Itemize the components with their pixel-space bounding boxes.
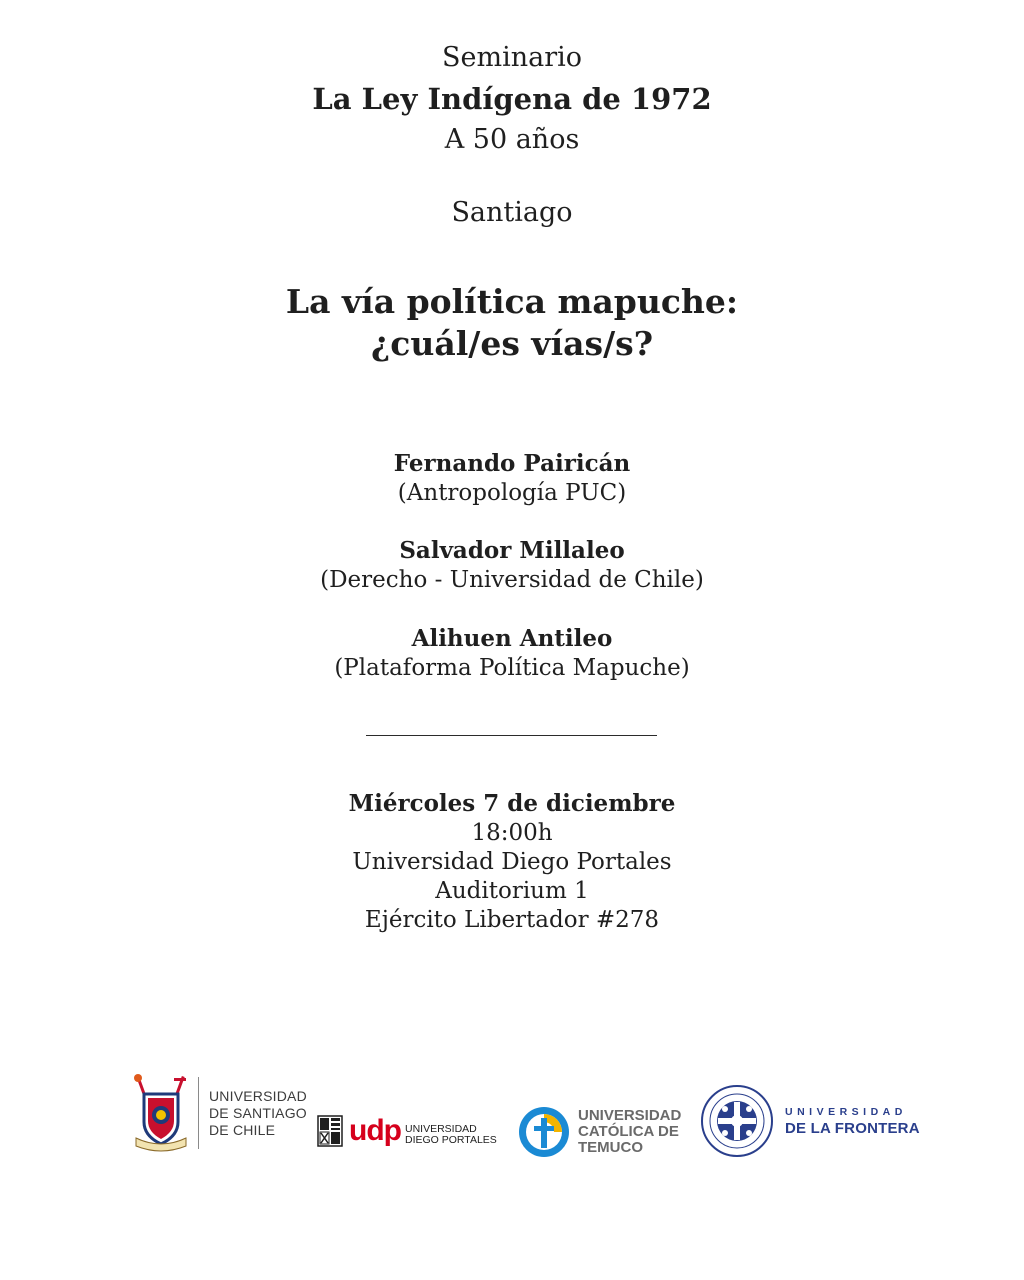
speaker-name: Salvador Millaleo	[399, 537, 625, 564]
city: Santiago	[451, 197, 573, 228]
speaker-name: Fernando Pairicán	[393, 450, 631, 477]
uct-logo	[518, 1106, 681, 1158]
uct-emblem-icon	[518, 1106, 570, 1158]
ufro-logo	[697, 1084, 920, 1158]
talk-title-line1: La vía política mapuche:	[285, 282, 739, 321]
udp-line1: UNIVERSIDAD	[404, 1123, 477, 1135]
ufro-wordmark	[785, 1106, 920, 1137]
udp-emblem-icon	[317, 1115, 343, 1147]
talk-title-line2: ¿cuál/es vías/s?	[370, 324, 654, 363]
ufro-seal-icon	[697, 1084, 777, 1158]
udp-subtitle	[405, 1124, 497, 1146]
usach-divider	[198, 1077, 199, 1149]
divider	[366, 735, 657, 736]
uct-wordmark	[578, 1108, 681, 1156]
uct-line2: CATÓLICA DE	[578, 1123, 679, 1140]
uct-line1: UNIVERSIDAD	[578, 1107, 682, 1124]
usach-logo	[132, 1072, 307, 1154]
udp-logo	[317, 1114, 497, 1148]
usach-line2: DE SANTIAGO	[209, 1104, 307, 1121]
seminar-label: Seminario	[442, 42, 582, 73]
speaker-affiliation: (Plataforma Política Mapuche)	[334, 655, 690, 681]
seminar-subtitle: A 50 años	[444, 124, 580, 155]
ufro-line1: UNIVERSIDAD	[785, 1105, 907, 1118]
udp-line2: DIEGO PORTALES	[404, 1134, 497, 1146]
event-venue: Universidad Diego Portales	[352, 849, 672, 875]
seminar-title: La Ley Indígena de 1972	[312, 82, 712, 116]
event-time: 18:00h	[471, 820, 553, 846]
udp-wordmark: udp	[349, 1114, 401, 1147]
speaker-affiliation: (Antropología PUC)	[397, 480, 627, 506]
ufro-line2: DE LA FRONTERA	[785, 1119, 920, 1137]
speaker-affiliation: (Derecho - Universidad de Chile)	[320, 567, 704, 593]
event-date: Miércoles 7 de diciembre	[348, 790, 676, 817]
event-address: Ejército Libertador #278	[364, 907, 660, 933]
usach-line3: DE CHILE	[209, 1121, 276, 1138]
usach-wordmark	[209, 1088, 307, 1139]
uct-line3: TEMUCO	[578, 1139, 643, 1156]
speaker-name: Alihuen Antileo	[411, 625, 613, 652]
usach-crest-icon	[132, 1072, 190, 1154]
event-room: Auditorium 1	[435, 878, 589, 904]
usach-line1: UNIVERSIDAD	[209, 1087, 307, 1104]
